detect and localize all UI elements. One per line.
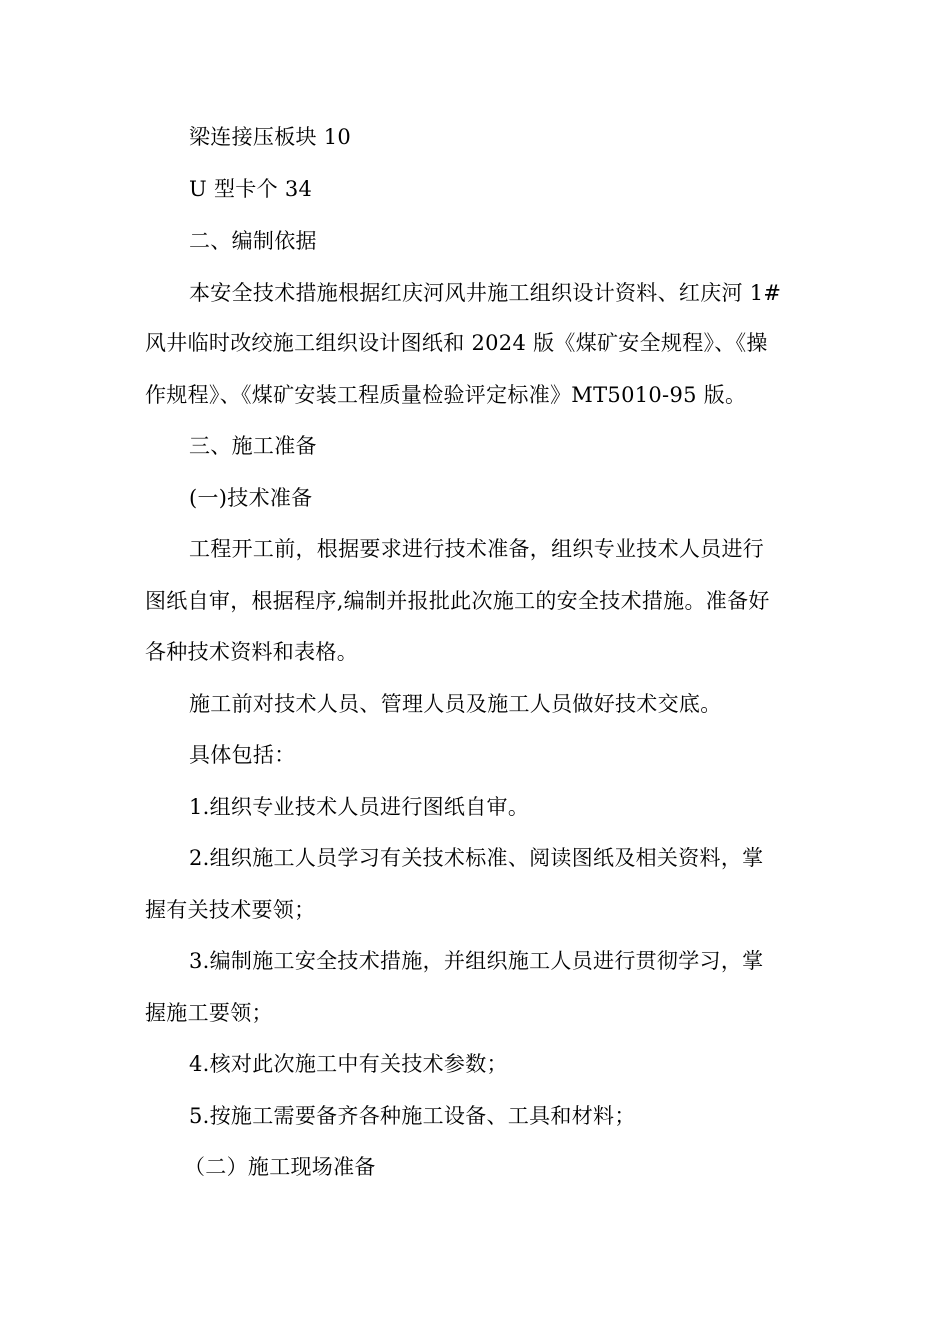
text-line: 本安全技术措施根据红庆河风井施工组织设计资料、红庆河 1# bbox=[189, 281, 782, 305]
text-line: 各种技术资料和表格。 bbox=[145, 640, 358, 664]
subsection-heading: （二）施工现场准备 bbox=[184, 1155, 376, 1179]
text-line: 握施工要领； bbox=[145, 1001, 273, 1025]
text-line: 图纸自审，根据程序,编制并报批此次施工的安全技术措施。准备好 bbox=[145, 589, 770, 613]
text-line: 风井临时改绞施工组织设计图纸和 2024 版《煤矿安全规程》、《操 bbox=[145, 331, 768, 355]
text-line: 工程开工前，根据要求进行技术准备，组织专业技术人员进行 bbox=[189, 537, 765, 561]
list-item: 4.核对此次施工中有关技术参数； bbox=[189, 1052, 508, 1076]
text-line: 具体包括： bbox=[189, 743, 296, 767]
text-line: 作规程》、《煤矿安装工程质量检验评定标准》MT5010-95 版。 bbox=[145, 383, 747, 407]
section-heading: 二、编制依据 bbox=[189, 229, 317, 253]
subsection-heading: (一)技术准备 bbox=[189, 486, 313, 510]
list-item: 5.按施工需要备齐各种施工设备、工具和材料； bbox=[189, 1104, 636, 1128]
list-item: 1.组织专业技术人员进行图纸自审。 bbox=[189, 795, 530, 819]
text-line: 施工前对技术人员、管理人员及施工人员做好技术交底。 bbox=[189, 692, 722, 716]
text-line: U 型卡个 34 bbox=[189, 177, 313, 201]
list-item: 2.组织施工人员学习有关技术标准、阅读图纸及相关资料，掌 bbox=[189, 846, 764, 870]
section-heading: 三、施工准备 bbox=[189, 434, 317, 458]
list-item: 3.编制施工安全技术措施，并组织施工人员进行贯彻学习，掌 bbox=[189, 949, 764, 973]
text-line: 握有关技术要领； bbox=[145, 898, 316, 922]
text-line: 梁连接压板块 10 bbox=[189, 125, 352, 149]
